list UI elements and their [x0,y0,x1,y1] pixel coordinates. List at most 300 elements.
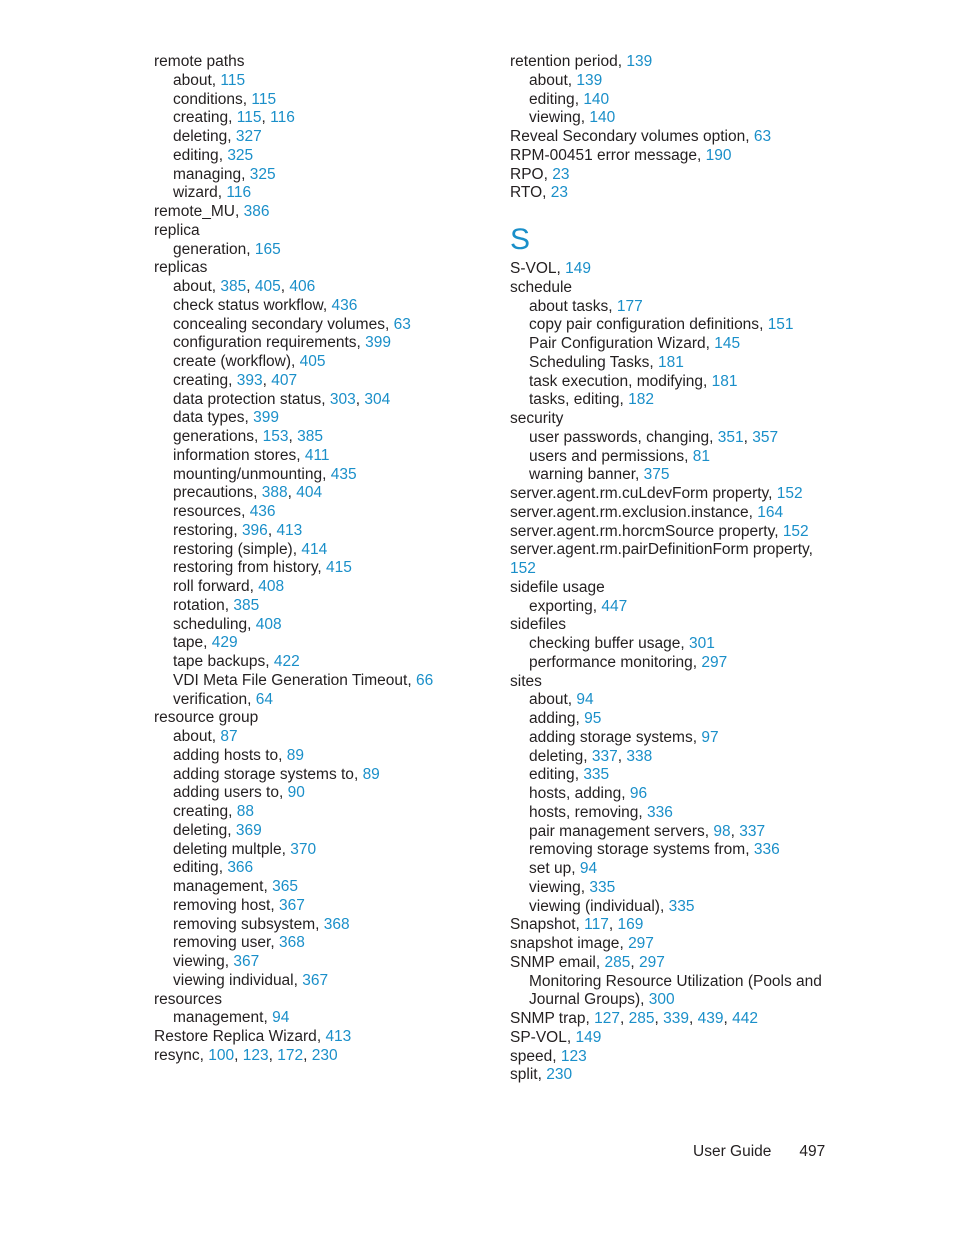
page-link[interactable]: 94 [272,1009,290,1027]
index-subentry: deleting, 369 [173,821,262,839]
index-term: Reveal Secondary volumes option [510,128,746,145]
page-link[interactable]: 405 [254,278,281,295]
index-entry [510,579,830,598]
index-subentry: removing user, 368 [173,934,305,952]
index-entry: RPM-00451 error message, 190 [510,146,732,164]
page-link[interactable]: 335 [589,878,616,896]
page-link[interactable]: 413 [325,1028,352,1045]
index-term: exporting [529,597,593,615]
page-link[interactable]: 297 [628,935,654,952]
index-term: tasks, editing [529,391,620,409]
index-subentry: users and permissions, 81 [529,447,710,465]
index-entry: remote_MU, 386 [154,203,270,220]
index-subentry: set up, 94 [529,860,598,877]
index-term: editing [529,90,575,108]
index-entry: retention period, 139 [510,53,653,70]
index-term: restoring [173,521,234,539]
page-link[interactable]: 429 [211,634,238,652]
page-link[interactable]: 23 [550,184,569,202]
index-subentry: about, 385, 405, 406 [173,278,316,295]
index-entry: RPO, 23 [510,165,570,183]
index-term: Scheduling Tasks [529,353,650,371]
page-link[interactable]: 385 [233,596,260,614]
index-term: users and permissions [529,447,685,465]
index-subentry: task execution, modifying, 181 [529,372,738,390]
index-term: sidefiles [510,616,566,634]
page-link[interactable]: 66 [415,671,434,689]
index-subentry: removing host, 367 [173,896,305,914]
index-term: SP-VOL [510,1028,567,1046]
index-term: removing storage systems from [529,841,746,859]
page-link[interactable]: 408 [258,578,285,595]
page-link[interactable]: 169 [617,916,644,934]
page-link[interactable]: 181 [711,372,738,390]
index-entry: server.agent.rm.exclusion.instance, 164 [510,503,784,521]
index-subentry: about, 87 [173,728,238,745]
index-term: about [529,691,568,709]
page-link[interactable]: 63 [393,315,411,333]
index-entry: SP-VOL, 149 [510,1028,602,1046]
index-term: roll forward [173,578,250,595]
index-term: copy pair configuration definitions [529,316,760,334]
page-link[interactable]: 336 [647,803,673,821]
index-subentry: viewing, 140 [529,109,616,127]
index-term: tape [173,634,204,652]
page-link[interactable]: 339 [663,1010,690,1027]
index-entry: speed, 123 [510,1047,587,1065]
index-term: resync [154,1046,200,1064]
index-entry: Reveal Secondary volumes option, 63 [510,128,772,145]
index-subentry: information stores, 411 [173,446,330,464]
index-subentry: mounting/unmounting, 435 [173,465,357,483]
index-term: VDI Meta File Generation Timeout [173,671,408,689]
page-link[interactable]: 399 [253,409,280,427]
index-entry [154,709,484,728]
page-link[interactable]: 149 [575,1028,602,1046]
page-link[interactable]: 367 [233,953,260,970]
page-link[interactable]: 89 [362,765,380,783]
index-term: managing [173,165,242,183]
page-link[interactable]: 181 [657,353,684,371]
page-link[interactable]: 422 [273,653,300,670]
page-link[interactable]: 96 [629,785,648,802]
page-link[interactable]: 152 [782,522,809,540]
index-subentry: about tasks, 177 [529,297,643,315]
index-term: check status workflow [173,296,323,314]
index-term: about [529,71,568,89]
page-link[interactable]: 230 [311,1046,338,1064]
page-link[interactable]: 439 [697,1010,724,1027]
index-subentry: adding hosts to, 89 [173,746,305,764]
index-subentry: resources, 436 [173,503,276,520]
index-subentry: warning banner, 375 [529,466,670,484]
page-link[interactable]: 357 [752,428,779,446]
page-link[interactable]: 338 [626,747,653,765]
index-term: removing host [173,896,271,914]
page-link[interactable]: 151 [767,316,794,334]
page-link[interactable]: 325 [249,165,276,183]
index-term: concealing secondary volumes [173,315,385,333]
page-link[interactable]: 230 [546,1066,573,1084]
index-term: replicas [154,259,208,277]
page-link[interactable]: 100 [208,1046,235,1064]
index-term: deleting [529,747,584,765]
page-link[interactable]: 117 [584,916,609,934]
page-link[interactable]: 327 [235,128,262,145]
index-term: generations [173,428,255,445]
index-term: RTO [510,184,543,202]
page-link[interactable]: 94 [579,860,598,877]
index-subentry: removing subsystem, 368 [173,915,350,933]
index-subentry: restoring, 396, 413 [173,521,303,539]
index-subentry: tape backups, 422 [173,653,300,670]
index-term: wizard [173,184,218,202]
page-link[interactable]: 413 [276,521,303,539]
index-subentry: creating, 88 [173,803,255,820]
page-link[interactable]: 152 [776,485,803,502]
index-term: resources [173,503,242,520]
page-link[interactable]: 386 [243,203,270,220]
page-link[interactable]: 368 [278,934,305,952]
index-term: retention period [510,53,618,70]
index-subentry: precautions, 388, 404 [173,484,323,502]
index-term: user passwords, changing [529,428,710,446]
page-link[interactable]: 337 [739,822,766,840]
index-subentry: check status workflow, 436 [173,296,358,314]
index-term: hosts, removing [529,803,639,821]
page-link[interactable]: 145 [714,335,741,352]
page-number: 497 [799,1143,826,1160]
page-link[interactable]: 87 [220,728,238,745]
index-entry: Restore Replica Wizard, 413 [154,1028,352,1045]
index-term: data protection status [173,390,322,408]
index-subentry: checking buffer usage, 301 [529,635,715,652]
index-term: S-VOL [510,260,557,277]
index-term: Journal Groups) [529,991,641,1009]
index-subentry: creating, 393, 407 [173,371,298,389]
page-link[interactable]: 442 [732,1010,759,1027]
index-term: set up [529,860,572,877]
index-subentry: viewing (individual), 335 [529,897,695,915]
index-term: editing [529,766,575,784]
index-term: about [173,728,212,745]
index-term: schedule [510,278,573,296]
page-link[interactable]: 396 [241,521,268,539]
index-term: pair management servers [529,822,705,840]
index-entry [510,410,830,429]
page-link[interactable]: 367 [302,971,329,989]
index-subentry: deleting, 337, 338 [529,747,653,765]
index-term: verification [173,690,248,708]
page-link[interactable]: 285 [628,1010,655,1027]
index-subentry: editing, 335 [529,766,610,784]
page-link[interactable]: 115 [220,71,246,89]
page-link[interactable]: 165 [254,240,281,258]
index-entry: S-VOL, 149 [510,260,592,277]
index-entry [510,279,830,298]
page-link[interactable]: 153 [262,428,289,445]
index-subentry: adding storage systems to, 89 [173,765,380,783]
index-subentry: restoring from history, 415 [173,559,352,577]
index-term: adding hosts to [173,746,279,764]
page-link[interactable]: 90 [287,784,305,802]
index-subentry: verification, 64 [173,690,273,708]
index-subentry: deleting, 327 [173,128,262,145]
index-subentry: roll forward, 408 [173,578,285,595]
index-term: creating [173,109,229,127]
page-link[interactable]: 405 [299,353,326,370]
page-link[interactable]: 415 [326,559,352,577]
page-footer [693,1143,825,1161]
index-term: deleting [173,821,228,839]
index-term: remote_MU [154,203,235,220]
index-subentry: create (workflow), 405 [173,353,326,370]
index-subentry: user passwords, changing, 351, 357 [529,428,779,446]
page-link[interactable]: 140 [589,109,616,127]
index-subentry [510,973,830,992]
page-link[interactable]: 139 [626,53,653,70]
index-term: information stores [173,446,297,464]
index-term: RPO [510,165,544,183]
index-term: restoring (simple) [173,540,293,558]
page-link[interactable]: 407 [271,371,298,389]
index-subentry: pair management servers, 98, 337 [529,822,766,840]
page-link[interactable]: 115 [236,109,262,127]
index-subentry: removing storage systems from, 336 [529,841,780,859]
index-term: SNMP trap [510,1010,586,1027]
page-link[interactable]: 367 [278,896,305,914]
page-link[interactable]: 64 [255,690,273,708]
index-column-left [154,53,484,1066]
page-link[interactable]: 375 [643,466,670,484]
page-link[interactable]: 98 [713,822,731,840]
index-entry: resync, 100, 123, 172, 230 [154,1046,338,1064]
page-link[interactable]: 140 [583,90,610,108]
index-term: restoring from history [173,559,318,577]
page-link[interactable]: 123 [242,1046,269,1064]
index-term: about tasks [529,297,609,315]
page-link[interactable]: 97 [701,728,719,746]
index-term: management [173,1009,264,1027]
page-link[interactable]: 436 [249,503,276,520]
index-term: deleting [173,128,228,145]
index-subentry: generation, 165 [173,240,281,258]
page-link[interactable]: 385 [297,428,324,445]
page-link[interactable]: 94 [576,691,594,709]
index-term: adding [529,710,576,727]
index-term: RPM-00451 error message [510,146,697,164]
page-link[interactable]: 88 [236,803,255,820]
page-link[interactable]: 366 [227,859,254,877]
index-term: hosts, adding [529,785,622,802]
index-term: task execution, modifying [529,372,704,390]
page-link[interactable]: 23 [552,165,570,183]
index-term: creating [173,371,229,389]
page-link[interactable]: 81 [692,447,710,465]
index-entry: SNMP trap, 127, 285, 339, 439, 442 [510,1010,759,1027]
page-link[interactable]: 369 [235,821,262,839]
index-subentry: management, 365 [173,878,298,895]
index-subentry: concealing secondary volumes, 63 [173,315,411,333]
page-link[interactable]: 368 [323,915,350,933]
index-term: sidefile usage [510,578,605,596]
page-link[interactable]: 436 [331,296,358,314]
index-term: server.agent.rm.horcmSource property [510,522,775,540]
index-subentry: copy pair configuration definitions, 151 [529,316,794,334]
page-link[interactable]: 89 [286,746,305,764]
index-term: resource group [154,709,259,727]
index-subentry: deleting multple, 370 [173,840,317,858]
index-subentry: about, 115 [173,71,246,89]
index-subentry: restoring (simple), 414 [173,540,328,558]
page-link[interactable]: 190 [705,146,732,164]
index-subentry: managing, 325 [173,165,276,183]
index-subentry: exporting, 447 [529,597,628,615]
index-subentry: management, 94 [173,1009,290,1027]
page-link[interactable]: 115 [251,90,277,108]
index-entry [510,541,830,560]
index-entry: server.agent.rm.cuLdevForm property, 152 [510,485,803,502]
index-term: security [510,410,564,427]
index-entry [154,991,484,1010]
page-link[interactable]: 127 [594,1010,621,1027]
index-term: Snapshot [510,916,576,934]
page-link[interactable]: 95 [584,710,602,727]
index-term: server.agent.rm.exclusion.instance [510,503,749,521]
page-link[interactable]: 388 [261,484,288,502]
index-entry: server.agent.rm.horcmSource property, 152 [510,522,809,540]
index-term: server.agent.rm.cuLdevForm property [510,485,769,502]
page-link[interactable]: 325 [227,146,254,164]
page-link[interactable]: 393 [236,371,263,389]
section-letter: S [510,223,531,256]
index-subentry: hosts, adding, 96 [529,785,648,802]
index-term: generation [173,240,247,258]
index-subentry: viewing, 367 [173,953,260,970]
page-link[interactable]: 172 [277,1046,304,1064]
page-link[interactable]: 297 [701,653,728,671]
index-entry [510,560,830,579]
index-term: Restore Replica Wizard [154,1028,317,1045]
index-term: viewing (individual) [529,897,660,915]
page-link[interactable]: 149 [565,260,592,277]
page-link[interactable]: 335 [583,766,610,784]
page-link[interactable]: 301 [689,635,715,652]
index-subentry: adding users to, 90 [173,784,305,802]
index-term: editing [173,859,219,877]
index-subentry: editing, 140 [529,90,610,108]
index-term: removing user [173,934,271,952]
index-term: snapshot image [510,935,620,952]
page-link[interactable]: 351 [717,428,744,446]
index-entry: Snapshot, 117, 169 [510,916,644,934]
index-entry [510,673,830,692]
page-link[interactable]: 116 [226,184,252,202]
index-term: speed [510,1047,553,1065]
index-term: create (workflow) [173,353,291,370]
page-link[interactable]: 182 [628,391,654,409]
index-term: viewing [529,878,581,896]
page-link[interactable]: 385 [220,278,247,295]
page-link[interactable]: 177 [616,297,643,315]
page-link[interactable]: 399 [365,334,392,352]
index-term: scheduling [173,615,248,633]
page-link[interactable]: 304 [364,390,391,408]
index-subentry: adding, 95 [529,710,602,727]
index-term: adding users to [173,784,279,802]
page-link[interactable]: 164 [757,503,784,521]
index-subentry: performance monitoring, 297 [529,653,728,671]
page-link[interactable]: 404 [296,484,323,502]
index-term: checking buffer usage [529,635,681,652]
index-term: server.agent.rm.pairDefinitionForm property, [510,541,813,559]
index-subentry: data protection status, 303, 304 [173,390,391,408]
page-link[interactable]: 337 [591,747,618,765]
index-term: Pair Configuration Wizard [529,335,706,352]
page-link[interactable]: 152 [510,560,536,577]
page-link[interactable]: 335 [668,897,695,915]
index-term: Monitoring Resource Utilization (Pools and [529,972,822,990]
page-link[interactable]: 414 [301,540,328,558]
index-term: tape backups [173,653,266,670]
index-term: resources [154,990,223,1008]
page-link[interactable]: 435 [330,465,357,483]
page-link[interactable]: 406 [289,278,316,295]
index-term: viewing [173,953,225,970]
index-term: SNMP email [510,953,596,971]
page-link[interactable]: 63 [753,128,772,145]
page-link[interactable]: 370 [290,840,317,858]
index-subentry: tasks, editing, 182 [529,391,654,409]
index-term: rotation [173,596,225,614]
index-term: deleting multple [173,840,282,858]
index-entry: RTO, 23 [510,184,569,202]
index-subentry: viewing, 335 [529,878,616,896]
index-subentry: generations, 153, 385 [173,428,324,445]
index-term: removing subsystem [173,915,316,933]
page-link[interactable]: 300 [648,991,675,1009]
index-subentry: configuration requirements, 399 [173,334,392,352]
index-subentry: tape, 429 [173,634,238,652]
page-link[interactable]: 297 [638,953,665,971]
index-subentry: editing, 325 [173,146,254,164]
page-link[interactable]: 303 [329,390,356,408]
page-link[interactable]: 123 [560,1047,587,1065]
page-link[interactable]: 139 [576,71,603,89]
index-entry: SNMP email, 285, 297 [510,953,665,971]
page-link[interactable]: 447 [601,597,628,615]
index-subentry: Scheduling Tasks, 181 [529,353,684,371]
page-link[interactable]: 116 [270,109,295,127]
index-subentry: creating, 115, 116 [173,109,295,127]
index-subentry: editing, 366 [173,859,254,877]
page-link[interactable]: 365 [272,878,298,895]
index-term: about [173,71,212,89]
page-link[interactable]: 336 [753,841,780,859]
index-entry [154,53,484,72]
index-term: performance monitoring [529,653,693,671]
page-link[interactable]: 408 [255,615,282,633]
index-term: mounting/unmounting [173,465,323,483]
index-subentry: adding storage systems, 97 [529,728,719,746]
index-term: remote paths [154,53,245,70]
index-subentry: VDI Meta File Generation Timeout, 66 [173,671,434,689]
page-link[interactable]: 285 [604,953,631,971]
index-entry [154,222,484,241]
index-subentry: about, 94 [529,691,594,709]
page-link[interactable]: 411 [304,446,330,464]
index-term: about [173,278,212,295]
